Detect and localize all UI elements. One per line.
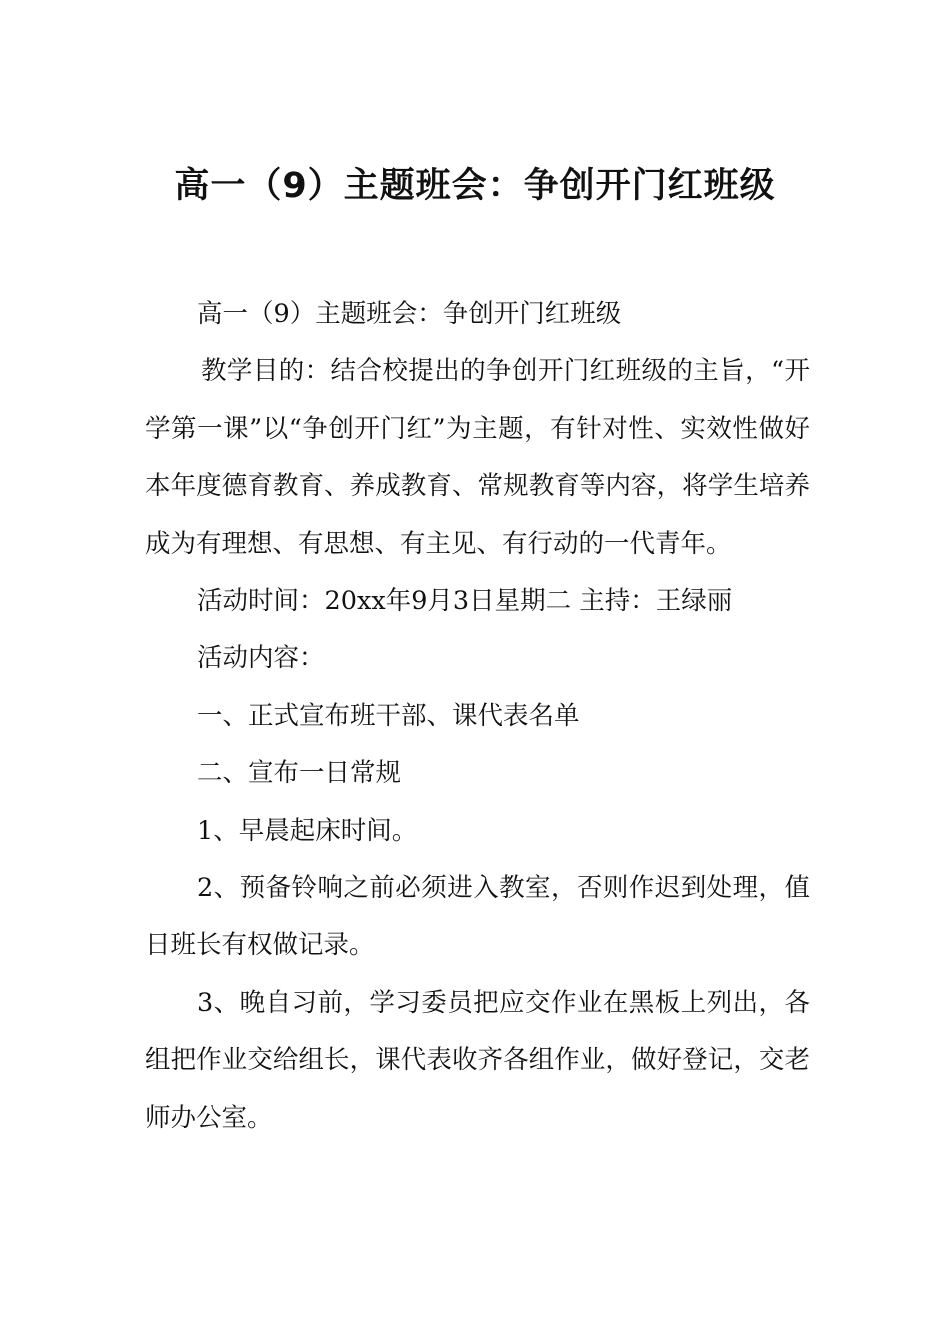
document-body: [145, 286, 810, 1147]
document-title: 高一（9）主题班会：争创开门红班级: [174, 166, 776, 206]
paragraph-activity-time: 活动时间：20xx年9月3日星期二 主持：王绿丽: [197, 586, 733, 617]
paragraph-subtitle: 高一（9）主题班会：争创开门红班级: [197, 299, 622, 329]
paragraph-rule-one: 1、早晨起床时间。: [197, 815, 418, 846]
paragraph-rule-two: 2、预备铃响之前必须进入教室，否则作迟到处理，值日班长有权做记录。: [145, 873, 810, 961]
paragraph-activity-content-heading: 活动内容：: [197, 643, 325, 674]
paragraph-rule-three: 3、晚自习前，学习委员把应交作业在黑板上列出，各组把作业交给组长，课代表收齐各组作业，做好登记，交老师办公室。: [145, 987, 810, 1133]
paragraph-teaching-purpose: 教学目的：结合校提出的争创开门红班级的主旨，“开学第一课”以“争创开门红”为主题，有针对性、实效性做好本年度德育教育、养成教育、常规教育等内容，将学生培养成为有理想、有思想、有主见、有行动的一代青年。: [145, 356, 810, 559]
paragraph-item-one: 一、正式宣布班干部、课代表名单: [197, 700, 580, 731]
paragraph-item-two: 二、宣布一日常规: [197, 758, 402, 789]
